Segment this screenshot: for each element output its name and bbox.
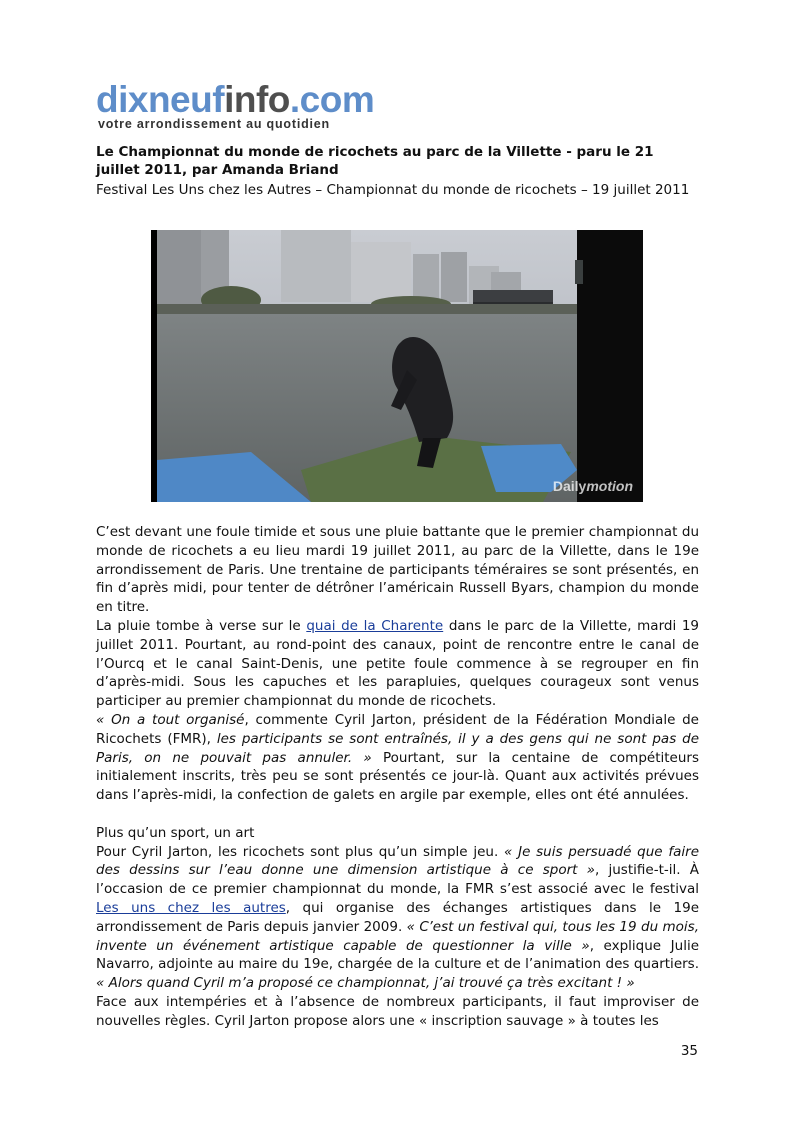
quote-1: « On a tout organisé xyxy=(96,711,245,728)
paragraph-2-text-b: dans le parc de la Villette, mardi 19 juillet 2011. Pourtant, au rond-point des canaux, point de rencontre entre le canal de l’Ourcq et le canal Saint-Denis, une petite foule commence à se regrouper en fin d’après-midi. Sous les capuches et les parapluies, quelques courageux sont venus participer au premier championnat du monde de ricochets. xyxy=(96,617,699,710)
page-number: 35 xyxy=(680,1043,698,1059)
paragraph-4-text-d: , explique Julie Navarro, adjointe au maire du 19e, chargée de la culture et de l’animation des quartiers. xyxy=(96,937,700,973)
quote-3: « Je suis persuadé que faire des dessins sur l’eau donne une dimension artistique à ce sport » xyxy=(96,843,699,879)
paragraph-2-text-a: La pluie tombe à verse sur le xyxy=(96,617,307,634)
section-heading: Plus qu’un sport, un art xyxy=(96,824,255,841)
logo-tagline: votre arrondissement au quotidien xyxy=(98,117,330,131)
quote-4: « C’est un festival qui, tous les 19 du mois, invente un événement artistique capable de questionner la ville » xyxy=(96,918,699,954)
logo-part-com: .com xyxy=(289,79,375,120)
paragraph-3 xyxy=(96,711,699,805)
paragraph-3-text-b: Pourtant, sur la centaine de compétiteurs initialement inscrits, très peu se sont présentés ce jour-là. Quant aux activités prévues dans l’après-midi, la confection de galets en argile par exemple, elles ont été annulées. xyxy=(96,749,699,804)
paragraph-1: C’est devant une foule timide et sous une pluie battante que le premier championnat du monde de ricochets a eu lieu mardi 19 juillet 2011, au parc de la Villette, dans le 19e arrondissement de Paris. Une trentaine de participants téméraires se sont présentés, en fin d’après midi, pour tenter de détrôner l’américain Russell Byars, champion du monde en titre. xyxy=(96,524,699,616)
article-subtitle: Festival Les Uns chez les Autres – Championnat du monde de ricochets – 19 juillet 2011 xyxy=(96,182,690,198)
paragraph-4-text-b: , justifie-t-il. À l’occasion de ce premier championnat du monde, la FMR s’est associé avec le festival xyxy=(96,862,699,898)
link-quai-de-la-charente[interactable]: quai de la Charente xyxy=(306,617,444,634)
video-frame xyxy=(151,230,643,502)
link-les-uns-chez-les-autres[interactable]: Les uns chez les autres xyxy=(96,899,286,916)
paragraph-5: Face aux intempéries et à l’absence de nombreux participants, il faut improviser de nouvelles règles. Cyril Jarton propose alors une « inscription sauvage » à toutes les xyxy=(96,993,699,1029)
paragraph-4-text-a: Pour Cyril Jarton, les ricochets sont plus qu’un simple jeu. xyxy=(96,843,504,860)
dailymotion-logo-part-b: motion xyxy=(586,478,633,494)
paragraph-4-text-c: , qui organise des échanges artistiques dans le 19e arrondissement de Paris depuis janvier 2009. xyxy=(96,899,699,935)
logo-part-dixneuf: dixneuf xyxy=(96,79,225,120)
article-title: Le Championnat du monde de ricochets au parc de la Villette - paru le 21 juillet 2011, par Amanda Briand xyxy=(96,144,654,178)
video-player[interactable] xyxy=(151,230,643,502)
quote-5: « Alors quand Cyril m’a proposé ce championnat, j’ai trouvé ça très excitant ! » xyxy=(96,975,635,992)
paragraph-gap xyxy=(96,805,699,824)
logo-part-info: info xyxy=(224,79,290,120)
paragraph-3-text-a: , commente Cyril Jarton, président de la Fédération Mondiale de Ricochets (FMR), xyxy=(96,711,699,747)
site-logo xyxy=(96,80,374,131)
dailymotion-logo-part-a: Daily xyxy=(552,478,587,494)
article-body xyxy=(96,523,699,1031)
quote-2: les participants se sont entraînés, il y a des gens qui ne sont pas de Paris, on ne pouvait pas annuler. » xyxy=(96,730,699,766)
paragraph-2 xyxy=(96,617,699,711)
paragraph-4 xyxy=(96,843,699,993)
logo-wordmark xyxy=(96,80,374,120)
dailymotion-logo xyxy=(553,478,633,494)
